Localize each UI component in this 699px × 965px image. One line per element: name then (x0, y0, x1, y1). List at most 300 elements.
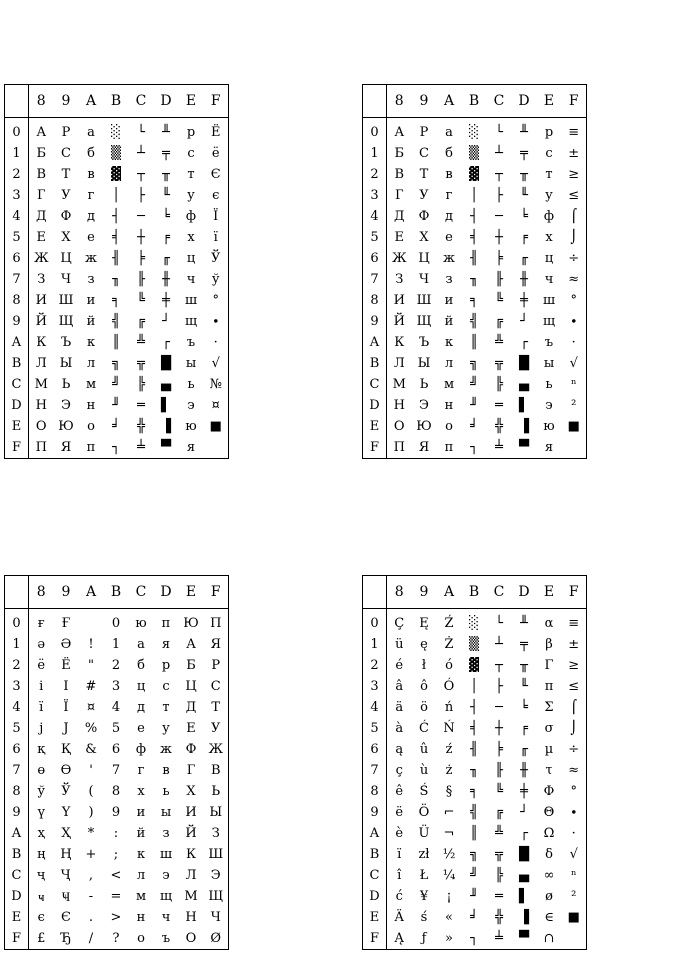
char-cell: ! (88, 637, 94, 652)
char-cell: ■ (567, 910, 580, 925)
char-cell: ┬ (137, 167, 145, 182)
char-cell: ф (135, 742, 147, 757)
char-cell: с (187, 146, 195, 161)
column-header: C (129, 85, 154, 118)
char-cell: ь (162, 784, 170, 799)
char-cell: ; (113, 847, 119, 862)
char-cell: Ї (213, 209, 219, 224)
column-header: F (562, 576, 587, 609)
char-cell: ў (211, 272, 220, 287)
table-row (363, 655, 587, 676)
char-cell: 2 (111, 658, 121, 673)
char-cell: ╔ (495, 314, 503, 329)
char-cell: қ (37, 742, 46, 757)
char-cell: └ (495, 125, 503, 140)
char-cell: Ц (185, 679, 197, 694)
char-cell: ╠ (137, 377, 145, 392)
column-header-row (363, 576, 587, 609)
char-cell: а (445, 125, 453, 140)
char-cell: ∩ (543, 931, 555, 946)
char-cell: Є (210, 167, 221, 182)
code-page-table-2 (362, 84, 587, 459)
char-cell: 6 (111, 742, 121, 757)
char-cell: ░ (469, 125, 479, 140)
char-cell: щ (542, 314, 556, 329)
row-header: 5 (5, 718, 29, 739)
char-cell: √ (569, 356, 578, 371)
char-cell: ъ (544, 335, 554, 350)
column-header: A (437, 576, 462, 609)
char-cell: Э (61, 398, 71, 413)
table-row (363, 802, 587, 823)
char-cell: β (545, 637, 553, 652)
char-cell: ├ (495, 679, 503, 694)
char-cell: / (88, 931, 94, 946)
row-header: D (363, 886, 387, 907)
row-header: B (5, 353, 29, 374)
char-cell: р (161, 658, 171, 673)
char-cell: zł (418, 847, 430, 862)
row-header: 6 (5, 248, 29, 269)
char-cell: л (444, 356, 454, 371)
column-header: B (104, 85, 129, 118)
row-header: 5 (5, 227, 29, 248)
row-header: F (5, 437, 29, 459)
char-cell: ч (544, 272, 554, 287)
char-cell: ø (545, 889, 553, 904)
char-cell: ┌ (520, 335, 528, 350)
table-row (363, 697, 587, 718)
table-row (363, 739, 587, 760)
table-row (5, 164, 229, 185)
char-cell: │ (112, 188, 120, 203)
column-header: E (179, 85, 204, 118)
char-cell: ү (37, 805, 45, 820)
column-header: 9 (412, 85, 437, 118)
char-cell: ⌠ (570, 700, 578, 715)
column-header: A (79, 85, 104, 118)
table-row (5, 290, 229, 311)
char-cell: ° (570, 784, 577, 799)
char-cell: ┼ (137, 230, 145, 245)
row-header: 3 (5, 185, 29, 206)
char-cell: ½ (442, 847, 456, 862)
char-cell: Ъ (60, 335, 72, 350)
row-header: 0 (363, 118, 387, 144)
char-cell: ю (543, 419, 555, 434)
code-page-table-3 (4, 575, 229, 950)
char-cell: п (161, 616, 171, 631)
char-cell: ç (395, 763, 403, 778)
table-row (5, 185, 229, 206)
char-cell: Ç (394, 616, 405, 631)
char-cell: ╚ (495, 784, 503, 799)
char-cell: · (571, 826, 576, 841)
char-cell: ╜ (470, 398, 478, 413)
char-cell: ? (112, 931, 120, 946)
row-header: E (5, 416, 29, 437)
char-cell: Ż (444, 637, 454, 652)
char-cell: І (63, 679, 69, 694)
table-row (5, 416, 229, 437)
row-header: D (5, 886, 29, 907)
table-row (363, 353, 587, 374)
char-cell: Р (419, 125, 429, 140)
char-cell: Ђ (60, 931, 72, 946)
char-cell: ∞ (543, 868, 555, 883)
char-cell: * (87, 826, 95, 841)
char-cell: ы (160, 805, 172, 820)
char-cell: ║ (470, 826, 478, 841)
table-row (363, 269, 587, 290)
char-cell: р (544, 125, 554, 140)
char-cell: к (444, 335, 454, 350)
char-cell: м (85, 377, 97, 392)
char-cell (79, 609, 104, 635)
char-cell: ± (568, 637, 580, 652)
char-cell: г (87, 188, 95, 203)
row-header: 1 (5, 634, 29, 655)
char-cell: П (35, 440, 47, 455)
char-cell: · (213, 335, 218, 350)
char-cell: ғ (37, 616, 45, 631)
row-header: A (363, 823, 387, 844)
char-cell: Г (186, 763, 196, 778)
char-cell: Н (185, 910, 197, 925)
code-page-table-4 (362, 575, 587, 950)
row-header: B (363, 353, 387, 374)
char-cell: ┼ (495, 230, 503, 245)
column-header: D (154, 576, 179, 609)
table-row (363, 374, 587, 395)
char-cell: █ (519, 847, 529, 862)
char-cell: щ (184, 314, 198, 329)
char-cell: э (162, 868, 170, 883)
char-cell: Σ (544, 700, 554, 715)
table-row (5, 697, 229, 718)
row-header: 9 (363, 802, 387, 823)
char-cell: Ҷ (61, 868, 71, 883)
char-cell: Ё (211, 125, 221, 140)
char-cell: ╠ (495, 868, 503, 883)
char-cell: ╪ (520, 784, 528, 799)
char-cell: Ø (210, 931, 222, 946)
char-cell: » (445, 931, 453, 946)
char-cell: ■ (567, 419, 580, 434)
table-row (363, 290, 587, 311)
char-cell: ╩ (137, 335, 145, 350)
char-cell: 8 (111, 784, 121, 799)
row-header: 3 (363, 676, 387, 697)
char-cell: > (110, 910, 122, 925)
char-cell: ┤ (470, 700, 478, 715)
char-cell: Д (393, 209, 405, 224)
char-cell: е (87, 230, 95, 245)
char-cell: ┤ (470, 209, 478, 224)
char-cell: Ғ (61, 616, 71, 631)
char-cell: ў (37, 784, 46, 799)
char-cell: ' (89, 763, 93, 778)
row-header: 9 (5, 311, 29, 332)
table-row (363, 844, 587, 865)
row-header: 0 (363, 609, 387, 635)
char-cell: ╕ (112, 293, 120, 308)
char-cell: ╘ (520, 209, 528, 224)
char-cell: ■ (209, 419, 222, 434)
char-cell: ї (39, 700, 44, 715)
column-header-row (5, 576, 229, 609)
char-cell: Ф (418, 209, 430, 224)
table-row (363, 416, 587, 437)
char-cell: ▄ (519, 377, 529, 392)
char-cell: Ҳ (61, 826, 71, 841)
char-cell: ≥ (568, 167, 580, 182)
row-header: 4 (363, 206, 387, 227)
char-cell: ┌ (520, 826, 528, 841)
char-cell: ц (136, 679, 146, 694)
char-cell: О (185, 931, 197, 946)
row-header: 2 (5, 164, 29, 185)
char-cell: ę (420, 637, 428, 652)
char-cell: С (61, 146, 71, 161)
row-header: C (363, 374, 387, 395)
char-cell: ⁿ (570, 377, 577, 392)
char-cell: с (162, 679, 170, 694)
char-cell: Ć (419, 721, 429, 736)
char-cell (562, 437, 587, 459)
char-cell: ╒ (162, 230, 170, 245)
char-cell: Ї (63, 700, 69, 715)
char-cell: α (544, 616, 554, 631)
char-cell: à (395, 721, 404, 736)
column-header: D (154, 85, 179, 118)
char-cell: ╨ (162, 125, 170, 140)
char-cell: ┴ (137, 146, 145, 161)
row-header: E (363, 907, 387, 928)
char-cell: 4 (111, 700, 121, 715)
char-cell: ▄ (161, 377, 171, 392)
char-cell: ▒ (111, 146, 121, 161)
char-cell: Й (393, 314, 405, 329)
char-cell: ╢ (470, 251, 478, 266)
char-cell: ј (39, 721, 44, 736)
char-cell: л (136, 868, 146, 883)
char-cell: ▄ (519, 868, 529, 883)
table-row (363, 676, 587, 697)
char-cell: М (392, 377, 406, 392)
char-cell: й (444, 314, 454, 329)
column-header: E (179, 576, 204, 609)
char-cell: С (419, 146, 429, 161)
char-cell: 1 (111, 637, 121, 652)
char-cell: ┬ (495, 167, 503, 182)
row-header: A (363, 332, 387, 353)
char-cell: Ó (443, 679, 455, 694)
char-cell: ь (545, 377, 553, 392)
char-cell: ╛ (470, 910, 478, 925)
char-cell: И (35, 293, 47, 308)
char-cell: ы (185, 356, 197, 371)
table-row (5, 374, 229, 395)
char-cell: ╤ (162, 146, 170, 161)
table-row (363, 907, 587, 928)
column-header: C (487, 576, 512, 609)
char-cell: ч (161, 910, 171, 925)
row-header: D (363, 395, 387, 416)
char-cell: , (88, 868, 94, 883)
char-cell: ж (160, 742, 172, 757)
row-header: 5 (363, 718, 387, 739)
char-cell: = (110, 889, 122, 904)
char-cell: ─ (137, 209, 145, 224)
row-header: D (5, 395, 29, 416)
char-cell: ф (185, 209, 197, 224)
char-cell: Ә (60, 637, 72, 652)
char-cell: δ (545, 847, 553, 862)
char-cell: с (545, 146, 553, 161)
char-cell: И (185, 805, 197, 820)
char-cell: Ў (61, 784, 71, 799)
column-header: E (537, 576, 562, 609)
char-cell: + (85, 847, 97, 862)
char-cell: ш (159, 847, 173, 862)
table-row (363, 609, 587, 635)
column-header-row (363, 85, 587, 118)
char-cell: ┘ (520, 314, 528, 329)
char-cell: ┴ (495, 146, 503, 161)
char-cell: Ш (208, 847, 224, 862)
char-cell: ≤ (568, 679, 580, 694)
char-cell: ╬ (495, 419, 503, 434)
char-cell: ё (211, 146, 220, 161)
row-header: 4 (5, 206, 29, 227)
char-cell: ╜ (112, 398, 120, 413)
row-header: 7 (363, 760, 387, 781)
char-cell: г (137, 763, 145, 778)
row-header: E (5, 907, 29, 928)
char-cell: Ь (419, 377, 429, 392)
column-header: B (462, 85, 487, 118)
char-cell: ⌠ (570, 209, 578, 224)
column-header: 8 (387, 85, 412, 118)
char-cell: Ч (418, 272, 430, 287)
table-row (363, 332, 587, 353)
char-cell: ╗ (112, 356, 120, 371)
char-cell: û (419, 742, 429, 757)
row-header: 0 (5, 609, 29, 635)
char-cell: Φ (543, 784, 555, 799)
char-cell: ╧ (495, 931, 503, 946)
char-cell: ю (135, 616, 147, 631)
char-cell: Ю (416, 419, 432, 434)
char-cell: Ў (211, 251, 221, 266)
table-row (363, 227, 587, 248)
row-header: F (5, 928, 29, 950)
table-row (5, 227, 229, 248)
char-cell: │ (470, 188, 478, 203)
column-header: A (437, 85, 462, 118)
char-cell: ъ (161, 931, 171, 946)
table-row (363, 185, 587, 206)
char-cell: г (445, 188, 453, 203)
char-cell: К (394, 335, 405, 350)
table-row (5, 609, 229, 635)
char-cell: є (212, 188, 220, 203)
char-cell: В (36, 167, 47, 182)
char-cell: ô (420, 679, 428, 694)
char-cell: п (444, 440, 454, 455)
char-cell: к (86, 335, 96, 350)
char-cell: у (545, 188, 553, 203)
char-cell: ┌ (162, 335, 170, 350)
char-cell: Г (394, 188, 404, 203)
char-cell: П (393, 440, 405, 455)
row-header: 2 (363, 164, 387, 185)
char-cell: ┐ (470, 440, 478, 455)
column-header: F (204, 576, 229, 609)
char-cell: Ж (33, 251, 49, 266)
char-cell: σ (544, 721, 554, 736)
char-cell: и (444, 293, 454, 308)
char-cell: Ц (60, 251, 72, 266)
char-cell: Ź (444, 616, 454, 631)
char-cell: Я (418, 440, 430, 455)
char-cell: Щ (58, 314, 74, 329)
char-cell: ö (420, 700, 428, 715)
char-cell: ╖ (470, 763, 478, 778)
char-cell: П (210, 616, 222, 631)
table-row (5, 739, 229, 760)
char-cell: у (187, 188, 195, 203)
table-row (5, 395, 229, 416)
char-cell: Н (35, 398, 47, 413)
char-cell: ╢ (470, 742, 478, 757)
char-cell: ╪ (520, 293, 528, 308)
char-cell: В (210, 763, 221, 778)
char-cell: Ј (63, 721, 69, 736)
char-cell: ы (543, 356, 555, 371)
column-header-row (5, 85, 229, 118)
char-cell: Ш (58, 293, 74, 308)
char-cell: └ (495, 616, 503, 631)
char-cell: Щ (416, 314, 432, 329)
row-header: F (363, 437, 387, 459)
char-cell: . (88, 910, 94, 925)
char-cell: Ę (419, 616, 429, 631)
char-cell: ░ (111, 125, 121, 140)
char-cell: Е (186, 721, 196, 736)
char-cell: % (84, 721, 98, 736)
table-row (363, 928, 587, 950)
char-cell: # (85, 679, 97, 694)
table-row (5, 248, 229, 269)
char-cell: Θ (543, 805, 555, 820)
char-cell: ≡ (568, 125, 580, 140)
column-header: F (204, 85, 229, 118)
char-cell: ╙ (520, 188, 528, 203)
char-cell: Ц (418, 251, 430, 266)
char-cell: ╦ (495, 356, 503, 371)
table-row (363, 164, 587, 185)
char-cell: 5 (111, 721, 121, 736)
char-cell: ╨ (520, 125, 528, 140)
char-cell: ÷ (568, 251, 580, 266)
row-header: 7 (5, 269, 29, 290)
char-cell: р (186, 125, 196, 140)
char-cell: ▀ (161, 440, 171, 455)
column-header: 8 (29, 85, 54, 118)
table-row (363, 311, 587, 332)
